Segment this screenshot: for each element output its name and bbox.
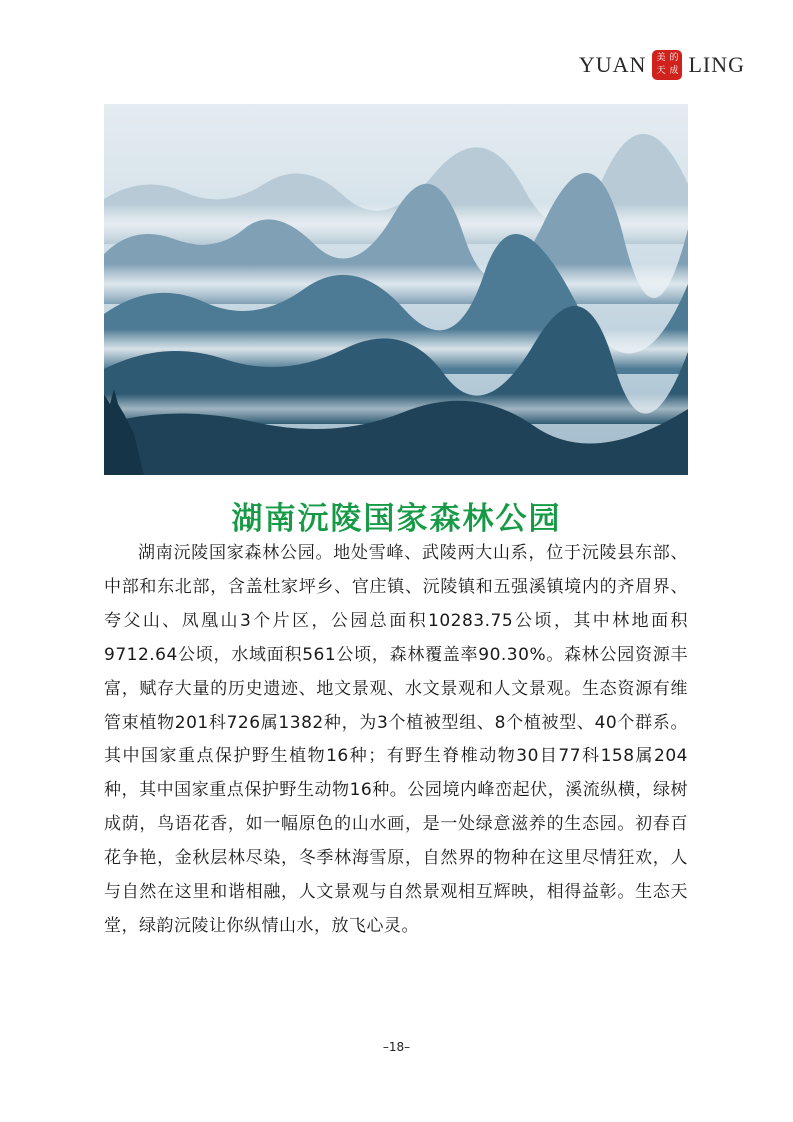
brand-text-right: LING <box>688 52 745 77</box>
article-body: 湖南沅陵国家森林公园。地处雪峰、武陵两大山系，位于沅陵县东部、中部和东北部，含盖杜家坪乡、官庄镇、沅陵镇和五强溪镇境内的齐眉界、夸父山、凤凰山3个片区，公园总面积10283.75公顷，其中林地面积9712.64公顷，水域面积561公顷，森林覆盖率90.30%。森林公园资源丰富，赋存大量的历史遗迹、地文景观、水文景观和人文景观。生态资源有维管束植物201科726属1382种，为3个植被型组、8个植被型、40个群系。其中国家重点保护野生植物16种；有野生脊椎动物30目77科158属204种，其中国家重点保护野生动物16种。公园境内峰峦起伏，溪流纵横，绿树成荫，鸟语花香，如一幅原色的山水画，是一处绿意滋养的生态园。初春百花争艳，金秋层林尽染，冬季林海雪原，自然界的物种在这里尽情狂欢，人与自然在这里和谐相融，人文景观与自然景观相互辉映，相得益彰。生态天堂，绿韵沅陵让你纵情山水，放飞心灵。 <box>104 543 688 936</box>
brand-logo <box>579 50 745 80</box>
seal-char: 成 <box>669 66 679 76</box>
page-number: –18– <box>382 1040 411 1054</box>
article-title: 湖南沅陵国家森林公园 <box>231 501 562 537</box>
red-seal-logo <box>652 50 682 80</box>
seal-char: 美 <box>656 53 666 63</box>
seal-char: 天 <box>656 66 666 76</box>
mountain-landscape-photo <box>104 104 688 475</box>
seal-char: 的 <box>669 53 679 63</box>
brand-text-left: YUAN <box>578 52 647 77</box>
